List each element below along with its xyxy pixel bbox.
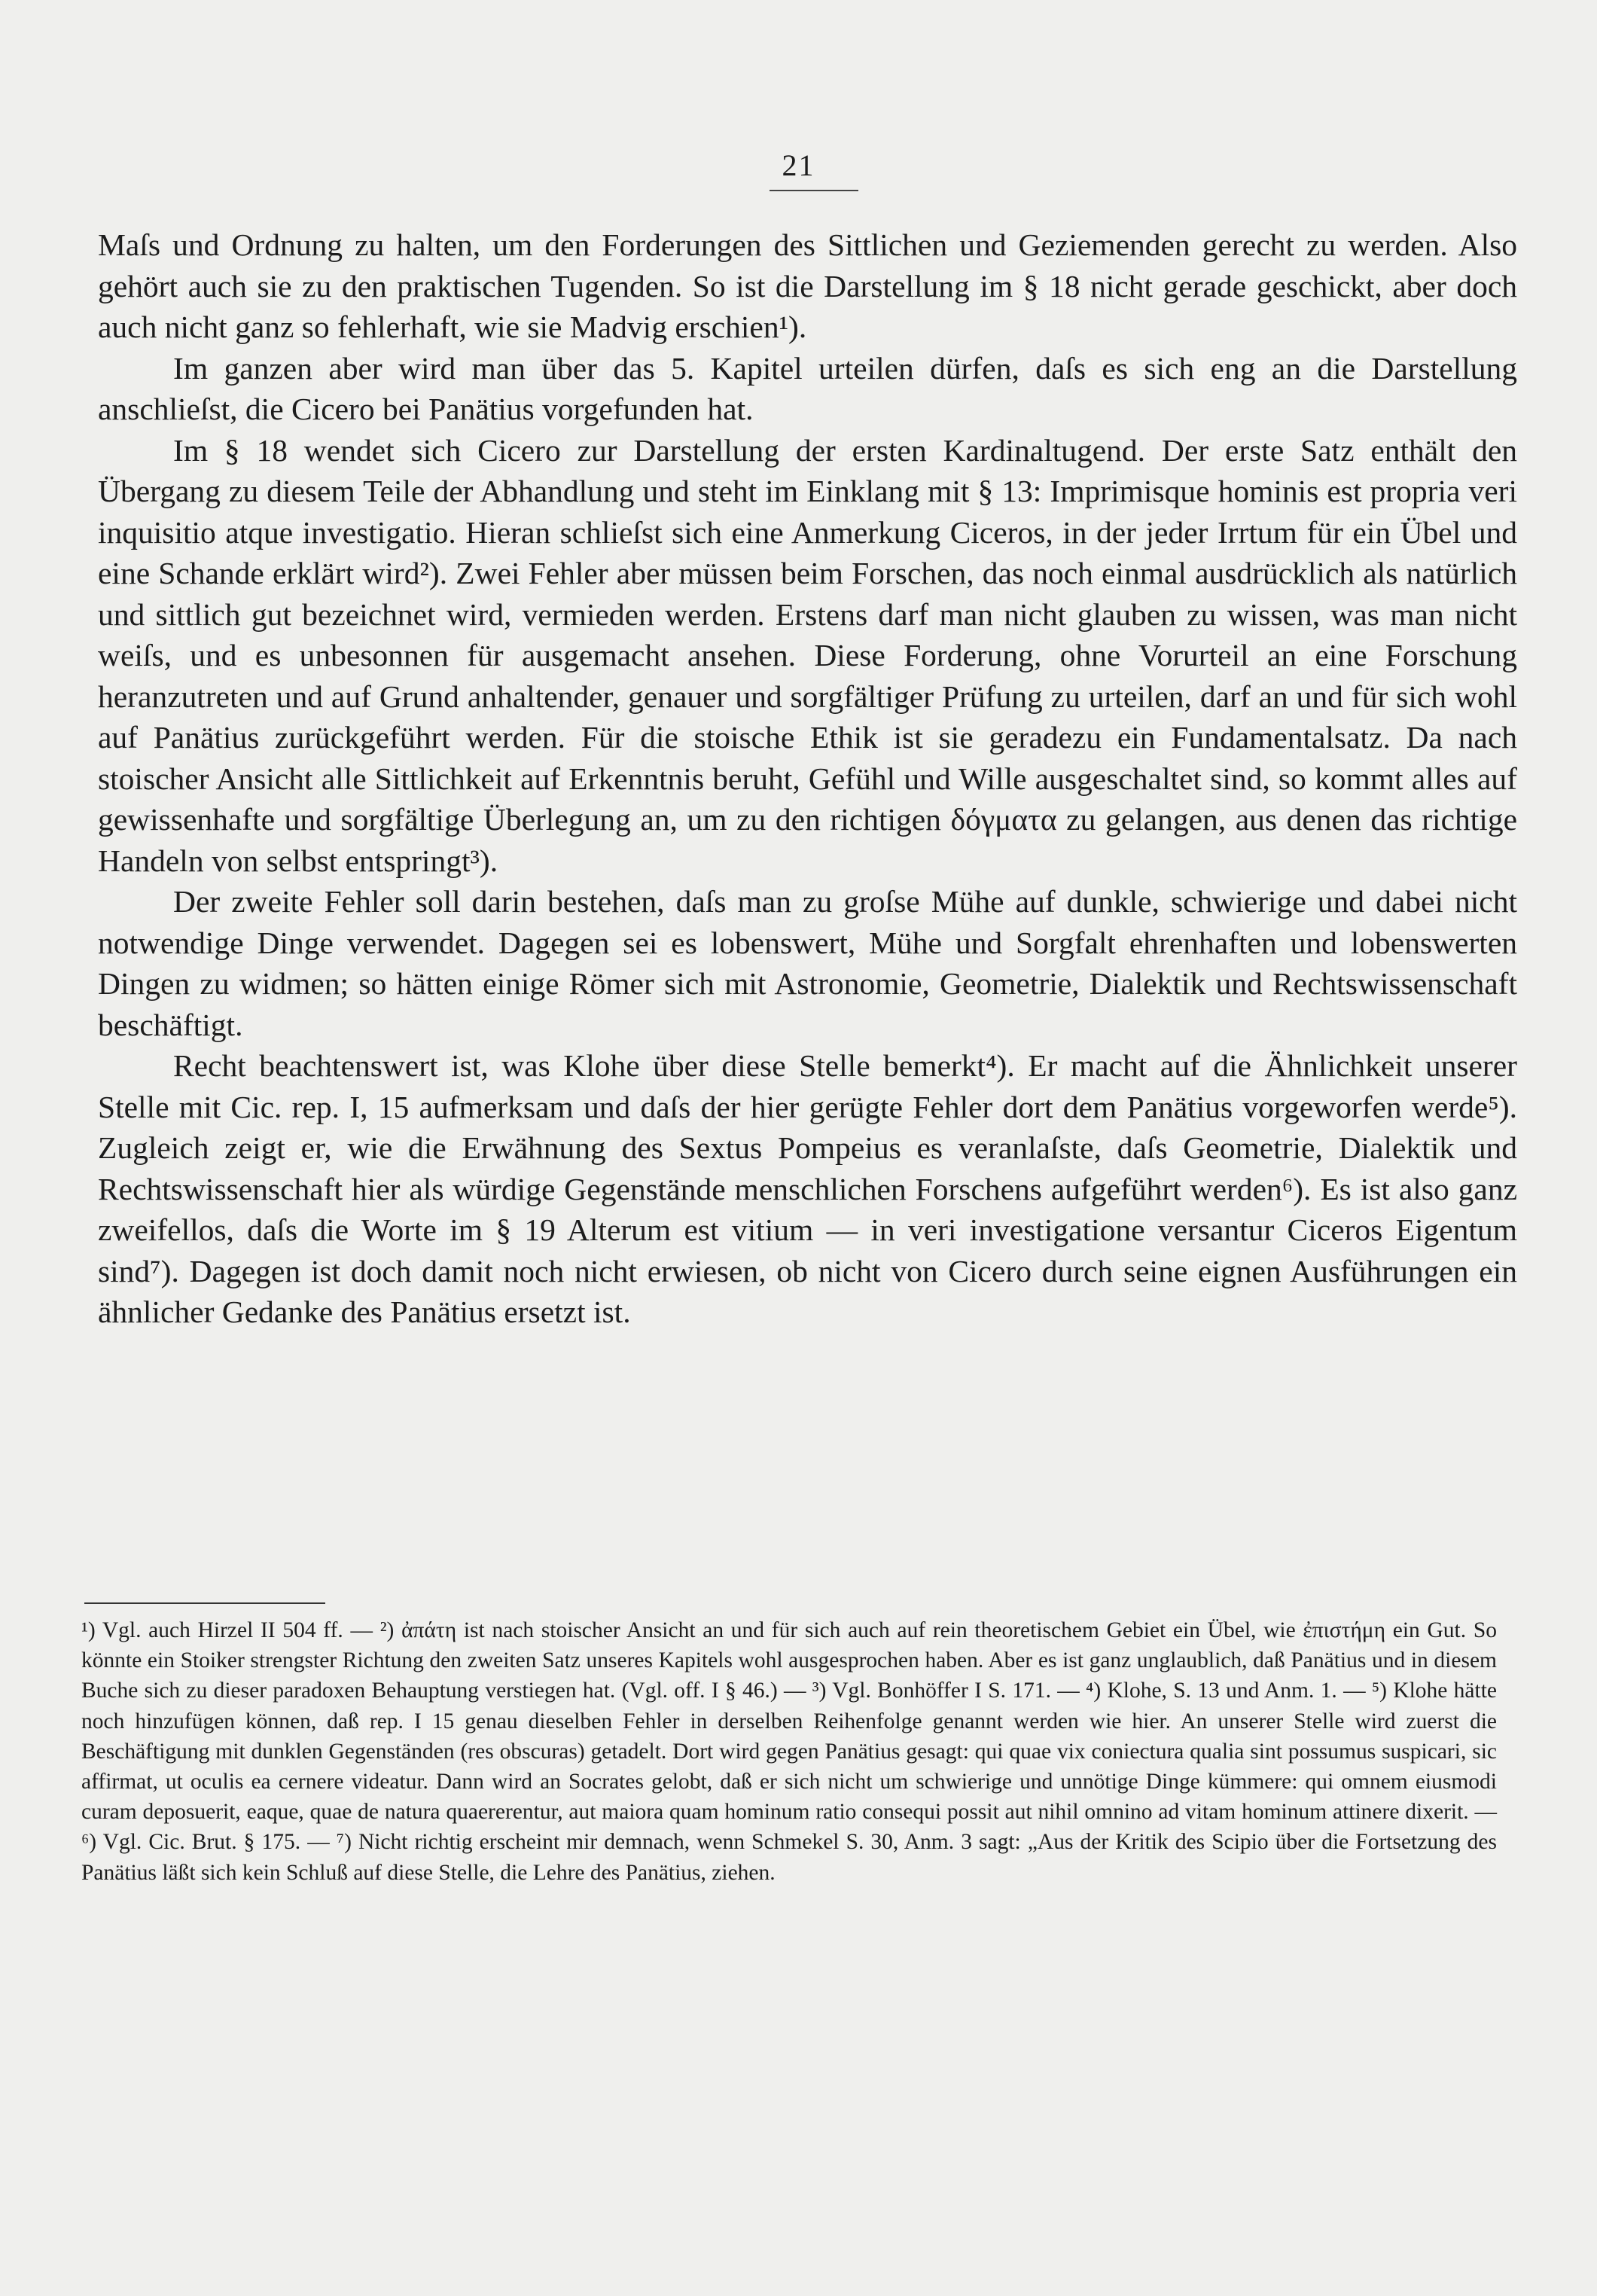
footnotes <box>81 1615 1497 1888</box>
paragraph-1: Maſs und Ordnung zu halten, um den Forderungen des Sittlichen und Geziemenden gerecht zu werden. Also gehört auch sie zu den praktischen Tugenden. So ist die Darstellung im § 18 nicht gerade geschickt, aber doch auch nicht ganz so fehlerhaft, wie sie Madvig erschien¹). <box>98 227 1517 344</box>
paragraph-4: Der zweite Fehler soll darin bestehen, daſs man zu groſse Mühe auf dunkle, schwierige und dabei nicht notwendige Dinge verwendet. Dagegen sei es lobenswert, Mühe und Sorgfalt ehrenhaften und lobenswerten Dingen zu widmen; so hätten einige Römer sich mit Astronomie, Geometrie, Dialektik und Rechtswissenschaft beschäftigt. <box>98 884 1517 1042</box>
paragraph-3: Im § 18 wendet sich Cicero zur Darstellung der ersten Kardinaltugend. Der erste Satz enthält den Übergang zu diesem Teile der Abhandlung und steht im Einklang mit § 13: Imprimisque hominis est propria veri inquisitio atque investigatio. Hieran schlieſst sich eine Anmerkung Ciceros, in der jeder Irrtum für ein Übel und eine Schande erklärt wird²). Zwei Fehler aber müssen beim Forschen, das noch einmal ausdrücklich als natürlich und sittlich gut bezeichnet wird, vermieden werden. Erstens darf man nicht glauben zu wissen, was man nicht weiſs, und es unbesonnen für ausgemacht ansehen. Diese Forderung, ohne Vorurteil an eine Forschung heranzutreten und auf Grund anhaltender, genauer und sorgfältiger Prüfung zu urteilen, darf an und für sich wohl auf Panätius zurückgeführt werden. Für die stoische Ethik ist sie geradezu ein Fundamentalsatz. Da nach stoischer Ansicht alle Sittlichkeit auf Erkenntnis beruht, Gefühl und Wille ausgeschaltet sind, so kommt alles auf gewissenhafte und sorgfältige Überlegung an, um zu den richtigen δόγματα zu gelangen, aus denen das richtige Handeln von selbst entspringt³). <box>98 432 1517 878</box>
footnote-separator <box>84 1602 325 1604</box>
footnote-text: ¹) Vgl. auch Hirzel II 504 ff. — ²) ἀπάτη ist nach stoischer Ansicht an und für sich auch auf rein theoretischem Gebiet ein Übel, wie ἐπιστήμη ein Gut. So könnte ein Stoiker strengster Richtung den zweiten Satz unseres Kapitels wohl ausgesprochen haben. Aber es ist ganz unglaublich, daß Panätius und in diesem Buche sich zu dieser paradoxen Behauptung verstiegen hat. (Vgl. off. I § 46.) — ³) Vgl. Bonhöffer I S. 171. — ⁴) Klohe, S. 13 und Anm. 1. — ⁵) Klohe hätte noch hinzufügen können, daß rep. I 15 genau dieselben Fehler in derselben Reihenfolge genannt werden wie hier. An unserer Stelle wird zuerst die Beschäftigung mit dunklen Gegenständen (res obscuras) getadelt. Dort wird gegen Panätius gesagt: qui quae vix coniectura qualia sint possumus suspicari, sic affirmat, ut oculis ea cernere videatur. Dann wird an Socrates gelobt, daß er sich nicht um schwierige und unnötige Dinge kümmere: qui omnem eiusmodi curam deposuerit, eaque, quae de natura quaererentur, aut maiora quam hominum ratio consequi possit aut nihil omnino ad vitam hominum attinere dixerit. — ⁶) Vgl. Cic. Brut. § 175. — ⁷) Nicht richtig erscheint mir demnach, wenn Schmekel S. 30, Anm. 3 sagt: „Aus der Kritik des Scipio über die Fortsetzung des Panätius läßt sich kein Schluß auf diese Stelle, die Lehre des Panätius, ziehen. <box>81 1618 1497 1885</box>
page-number-rule <box>770 190 858 191</box>
page-number: 21 <box>782 148 815 182</box>
paragraph-5: Recht beachtenswert ist, was Klohe über diese Stelle bemerkt⁴). Er macht auf die Ähnlichkeit unserer Stelle mit Cic. rep. I, 15 aufmerksam und daſs der hier gerügte Fehler dort dem Panätius vorgeworfen werde⁵). Zugleich zeigt er, wie die Erwähnung des Sextus Pompeius es veranlaſste, daſs Geometrie, Dialektik und Rechtswissenschaft hier als würdige Gegenstände menschlichen Forschens aufgeführt werden⁶). Es ist also ganz zweifellos, daſs die Worte im § 19 Alterum est vitium — in veri investigatione versantur Ciceros Eigentum sind⁷). Dagegen ist doch damit noch nicht erwiesen, ob nicht von Cicero durch seine eignen Ausführungen ein ähnlicher Gedanke des Panätius ersetzt ist. <box>98 1048 1517 1329</box>
paragraph-2: Im ganzen aber wird man über das 5. Kapitel urteilen dürfen, daſs es sich eng an die Darstellung anschlieſst, die Cicero bei Panätius vorgefunden hat. <box>98 350 1517 426</box>
main-text <box>98 224 1517 1333</box>
